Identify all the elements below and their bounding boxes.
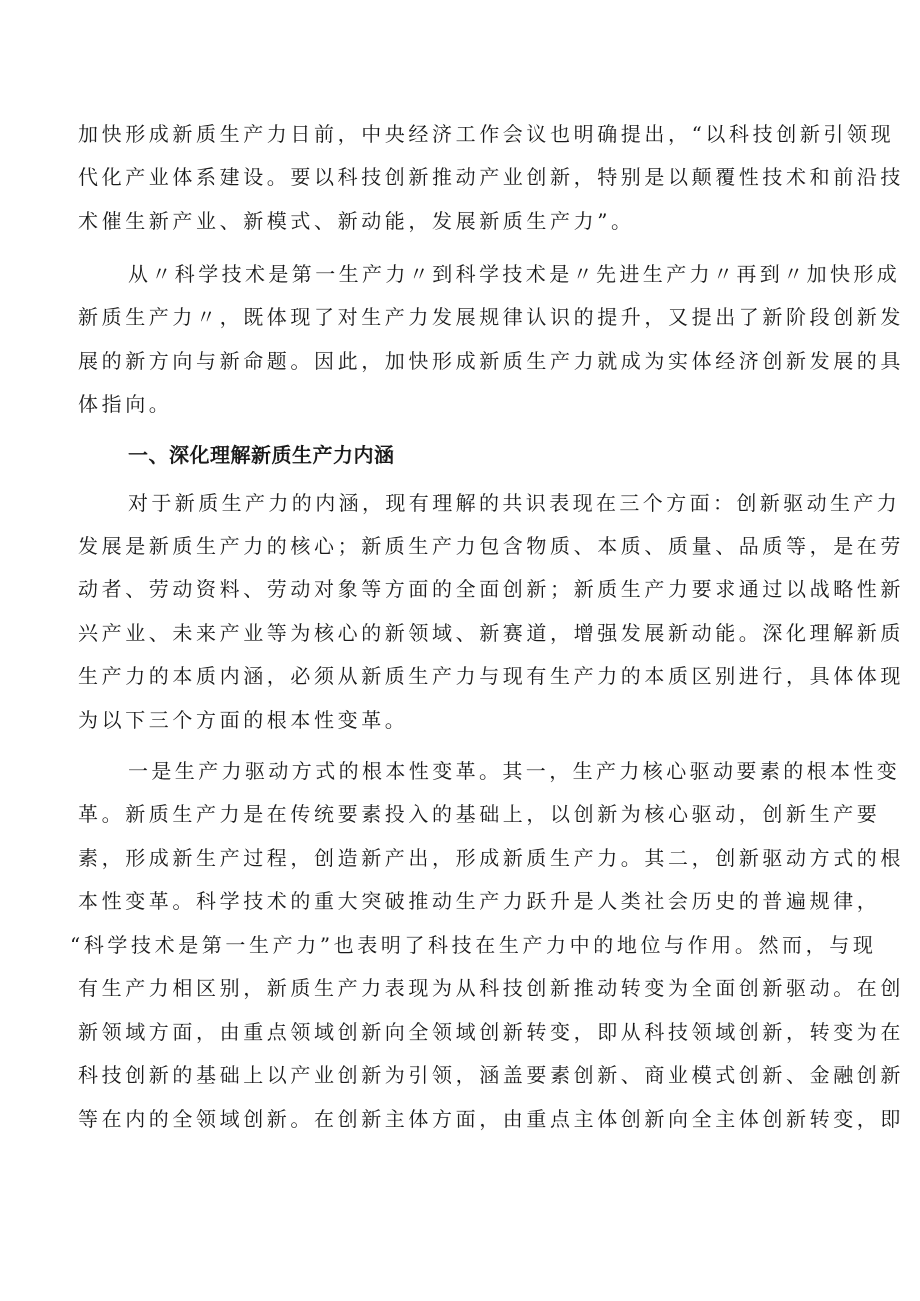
paragraph-line: “科学技术是第一生产力”也表明了科技在生产力中的地位与作用。然而，与现: [70, 933, 877, 957]
paragraph-line: 展的新方向与新命题。因此，加快形成新质生产力就成为实体经济创新发展的具: [78, 349, 904, 373]
paragraph-line: 科技创新的基础上以产业创新为引领，涵盖要素创新、商业模式创新、金融创新: [78, 1063, 904, 1087]
paragraph-line: 从〃科学技术是第一生产力〃到科学技术是〃先进生产力〃再到〃加快形成: [128, 262, 901, 286]
paragraph-line: 体指向。: [78, 392, 173, 416]
paragraph-line: 生产力的本质内涵，必须从新质生产力与现有生产力的本质区别进行，具体体现: [78, 664, 904, 688]
paragraph-line: 一是生产力驱动方式的根本性变革。其一，生产力核心驱动要素的根本性变: [128, 759, 901, 783]
paragraph-line: 有生产力相区别，新质生产力表现为从科技创新推动转变为全面创新驱动。在创: [78, 976, 904, 1000]
paragraph-line: 为以下三个方面的根本性变革。: [78, 708, 409, 732]
paragraph-line: 动者、劳动资料、劳动对象等方面的全面创新；新质生产力要求通过以战略性新: [78, 577, 904, 601]
paragraph-line: 新质生产力〃，既体现了对生产力发展规律认识的提升，又提出了新阶段创新发: [78, 305, 904, 329]
paragraph-line: 素，形成新生产过程，创造新产出，形成新质生产力。其二，创新驱动方式的根: [78, 846, 904, 870]
paragraph-line: 革。新质生产力是在传统要素投入的基础上，以创新为核心驱动，创新生产要: [78, 802, 881, 826]
paragraph-line: 新领域方面，由重点领域创新向全领域创新转变，即从科技领域创新，转变为在: [78, 1020, 904, 1044]
section-heading: 一、深化理解新质生产力内涵: [128, 443, 395, 467]
paragraph-line: 术催生新产业、新模式、新动能，发展新质生产力”。: [78, 209, 635, 233]
paragraph-line: 兴产业、未来产业等为核心的新领域、新赛道，增强发展新动能。深化理解新质: [78, 621, 904, 645]
paragraph-line: 本性变革。科学技术的重大突破推动生产力跃升是人类社会历史的普遍规律，: [78, 889, 881, 913]
paragraph-line: 对于新质生产力的内涵，现有理解的共识表现在三个方面：创新驱动生产力: [128, 491, 901, 515]
paragraph-line: 等在内的全领域创新。在创新主体方面，由重点主体创新向全主体创新转变，即: [78, 1107, 904, 1131]
paragraph-line: 发展是新质生产力的核心；新质生产力包含物质、本质、质量、品质等，是在劳: [78, 534, 904, 558]
paragraph-line: 加快形成新质生产力日前，中央经济工作会议也明确提出，“以科技创新引领现: [78, 122, 895, 146]
paragraph-line: 代化产业体系建设。要以科技创新推动产业创新，特别是以颠覆性技术和前沿技: [78, 165, 904, 189]
